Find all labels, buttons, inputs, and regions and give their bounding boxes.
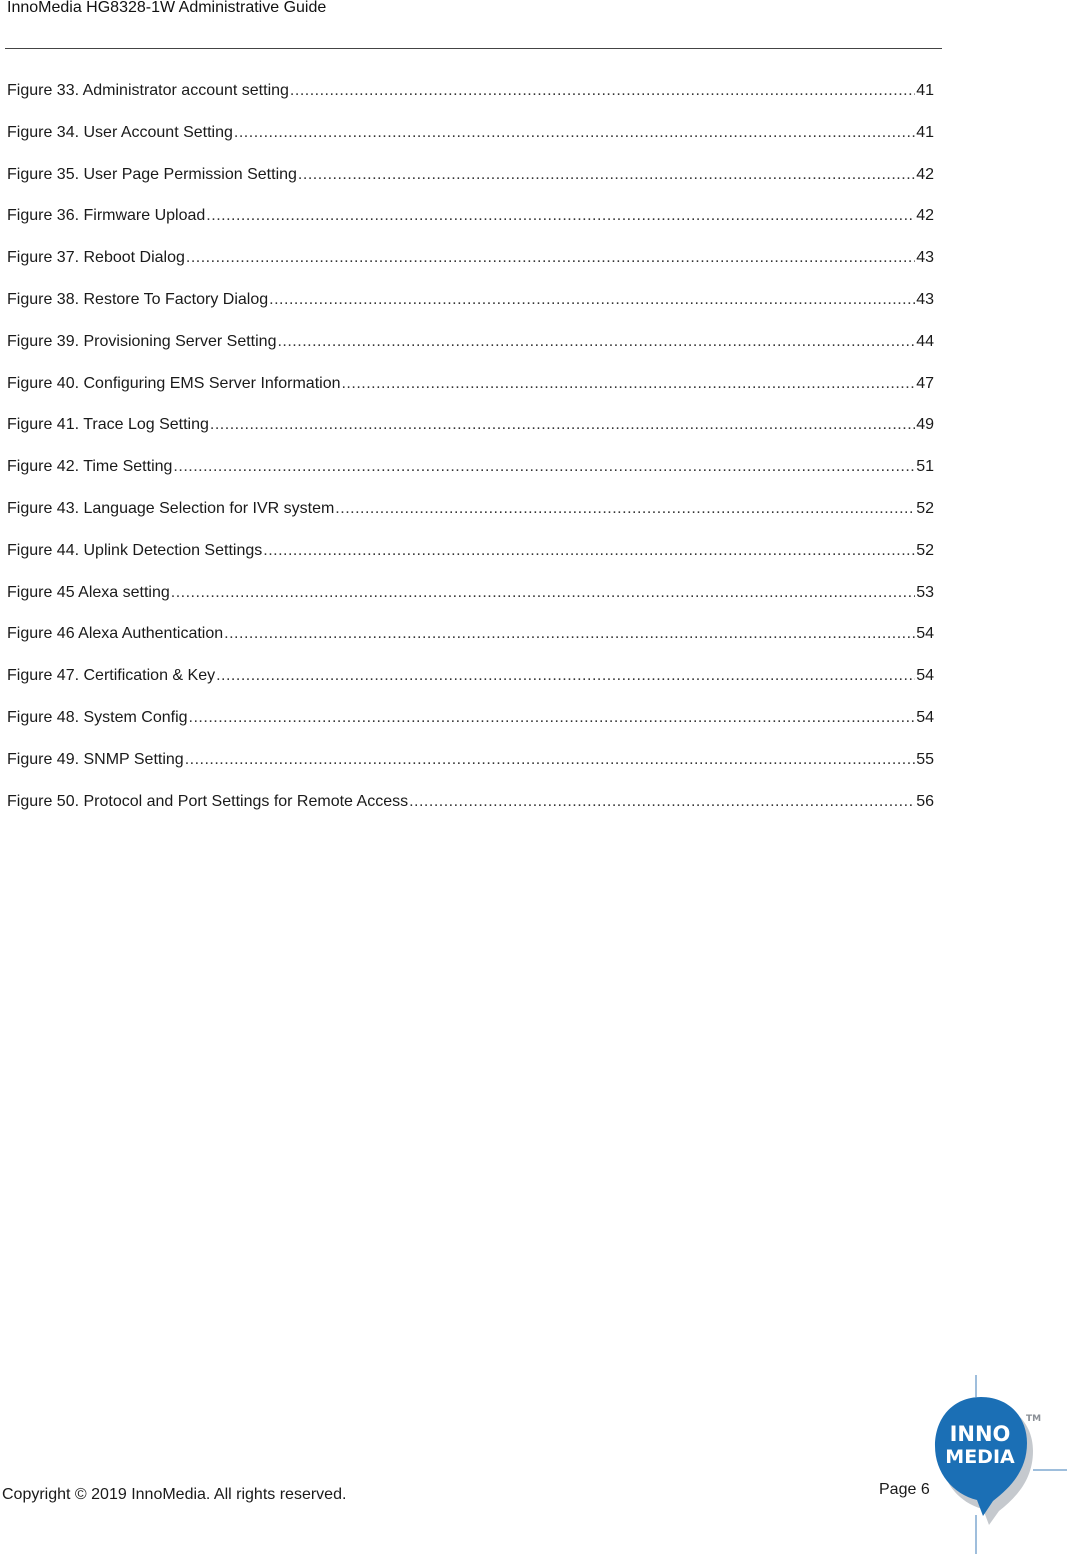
toc-entry-label: Figure 40. Configuring EMS Server Information bbox=[7, 374, 341, 392]
toc-dot-leader bbox=[341, 373, 915, 395]
toc-entry-label: Figure 45 Alexa setting bbox=[7, 583, 170, 601]
toc-entry[interactable] bbox=[7, 122, 934, 164]
footer-page-number: Page 6 bbox=[879, 1481, 930, 1498]
toc-entry[interactable] bbox=[7, 623, 934, 665]
toc-entry-label: Figure 43. Language Selection for IVR system bbox=[7, 499, 335, 517]
toc-dot-leader bbox=[186, 247, 915, 269]
logo-text-inno: INNO bbox=[949, 1422, 1011, 1446]
toc-dot-leader bbox=[173, 456, 915, 478]
toc-entry[interactable] bbox=[7, 164, 934, 206]
toc-entry-label: Figure 46 Alexa Authentication bbox=[7, 625, 224, 643]
toc-entry[interactable] bbox=[7, 247, 934, 289]
toc-dot-leader bbox=[216, 665, 915, 687]
toc-entry-page: 43 bbox=[916, 249, 934, 267]
table-of-figures bbox=[7, 80, 934, 832]
toc-entry-label: Figure 47. Certification & Key bbox=[7, 667, 216, 685]
toc-dot-leader bbox=[171, 582, 915, 604]
toc-dot-leader bbox=[185, 749, 916, 771]
toc-entry-page: 41 bbox=[916, 82, 934, 99]
toc-entry[interactable] bbox=[7, 791, 934, 833]
toc-dot-leader bbox=[263, 540, 915, 562]
toc-entry[interactable] bbox=[7, 373, 934, 415]
toc-entry[interactable] bbox=[7, 582, 934, 624]
logo-text-media: MEDIA bbox=[945, 1446, 1015, 1468]
toc-entry-page: 54 bbox=[916, 667, 934, 685]
toc-entry[interactable] bbox=[7, 205, 934, 247]
toc-entry-page: 51 bbox=[916, 458, 934, 476]
toc-entry[interactable] bbox=[7, 665, 934, 707]
toc-entry[interactable] bbox=[7, 707, 934, 749]
toc-dot-leader bbox=[206, 205, 915, 227]
toc-entry-page: 54 bbox=[916, 708, 934, 726]
toc-dot-leader bbox=[409, 791, 915, 813]
toc-entry-page: 42 bbox=[916, 165, 934, 183]
toc-entry-label: Figure 50. Protocol and Port Settings for Remote Access bbox=[7, 792, 409, 810]
toc-entry-label: Figure 33. Administrator account setting bbox=[7, 82, 289, 99]
toc-dot-leader bbox=[298, 164, 915, 186]
toc-entry-label: Figure 44. Uplink Detection Settings bbox=[7, 541, 263, 559]
toc-dot-leader bbox=[224, 623, 915, 645]
toc-entry-label: Figure 34. User Account Setting bbox=[7, 123, 233, 141]
toc-dot-leader bbox=[290, 80, 915, 102]
toc-dot-leader bbox=[269, 289, 915, 311]
toc-entry-label: Figure 49. SNMP Setting bbox=[7, 750, 184, 768]
document-header-title: InnoMedia HG8328-1W Administrative Guide bbox=[7, 0, 327, 16]
toc-entry[interactable] bbox=[7, 331, 934, 373]
toc-dot-leader bbox=[277, 331, 915, 353]
toc-entry-page: 49 bbox=[916, 416, 934, 434]
toc-dot-leader bbox=[335, 498, 915, 520]
innomedia-logo bbox=[925, 1375, 1067, 1554]
toc-entry[interactable] bbox=[7, 498, 934, 540]
toc-entry[interactable] bbox=[7, 749, 934, 791]
toc-dot-leader bbox=[189, 707, 916, 729]
toc-entry[interactable] bbox=[7, 540, 934, 582]
toc-entry-page: 54 bbox=[916, 625, 934, 643]
toc-entry-label: Figure 37. Reboot Dialog bbox=[7, 249, 185, 267]
toc-entry-page: 47 bbox=[916, 374, 934, 392]
footer-copyright: Copyright © 2019 InnoMedia. All rights reserved. bbox=[2, 1486, 347, 1503]
toc-entry-page: 44 bbox=[916, 332, 934, 350]
toc-dot-leader bbox=[210, 414, 915, 436]
toc-dot-leader bbox=[234, 122, 915, 144]
toc-entry-label: Figure 42. Time Setting bbox=[7, 458, 173, 476]
toc-entry-label: Figure 35. User Page Permission Setting bbox=[7, 165, 297, 183]
toc-entry-label: Figure 41. Trace Log Setting bbox=[7, 416, 209, 434]
toc-entry-label: Figure 39. Provisioning Server Setting bbox=[7, 332, 277, 350]
toc-entry[interactable] bbox=[7, 289, 934, 331]
toc-entry-label: Figure 48. System Config bbox=[7, 708, 188, 726]
header-divider bbox=[5, 48, 942, 49]
toc-entry-page: 56 bbox=[916, 792, 934, 810]
toc-entry-page: 43 bbox=[916, 290, 934, 308]
toc-entry-page: 53 bbox=[916, 583, 934, 601]
toc-entry[interactable] bbox=[7, 80, 934, 122]
logo-trademark: TM bbox=[1026, 1414, 1042, 1424]
toc-entry-page: 41 bbox=[916, 123, 934, 141]
toc-entry[interactable] bbox=[7, 456, 934, 498]
toc-entry-label: Figure 36. Firmware Upload bbox=[7, 207, 206, 225]
toc-entry-page: 52 bbox=[916, 541, 934, 559]
toc-entry-page: 42 bbox=[916, 207, 934, 225]
toc-entry-label: Figure 38. Restore To Factory Dialog bbox=[7, 290, 269, 308]
toc-entry[interactable] bbox=[7, 414, 934, 456]
toc-entry-page: 55 bbox=[916, 750, 934, 768]
toc-entry-page: 52 bbox=[916, 499, 934, 517]
